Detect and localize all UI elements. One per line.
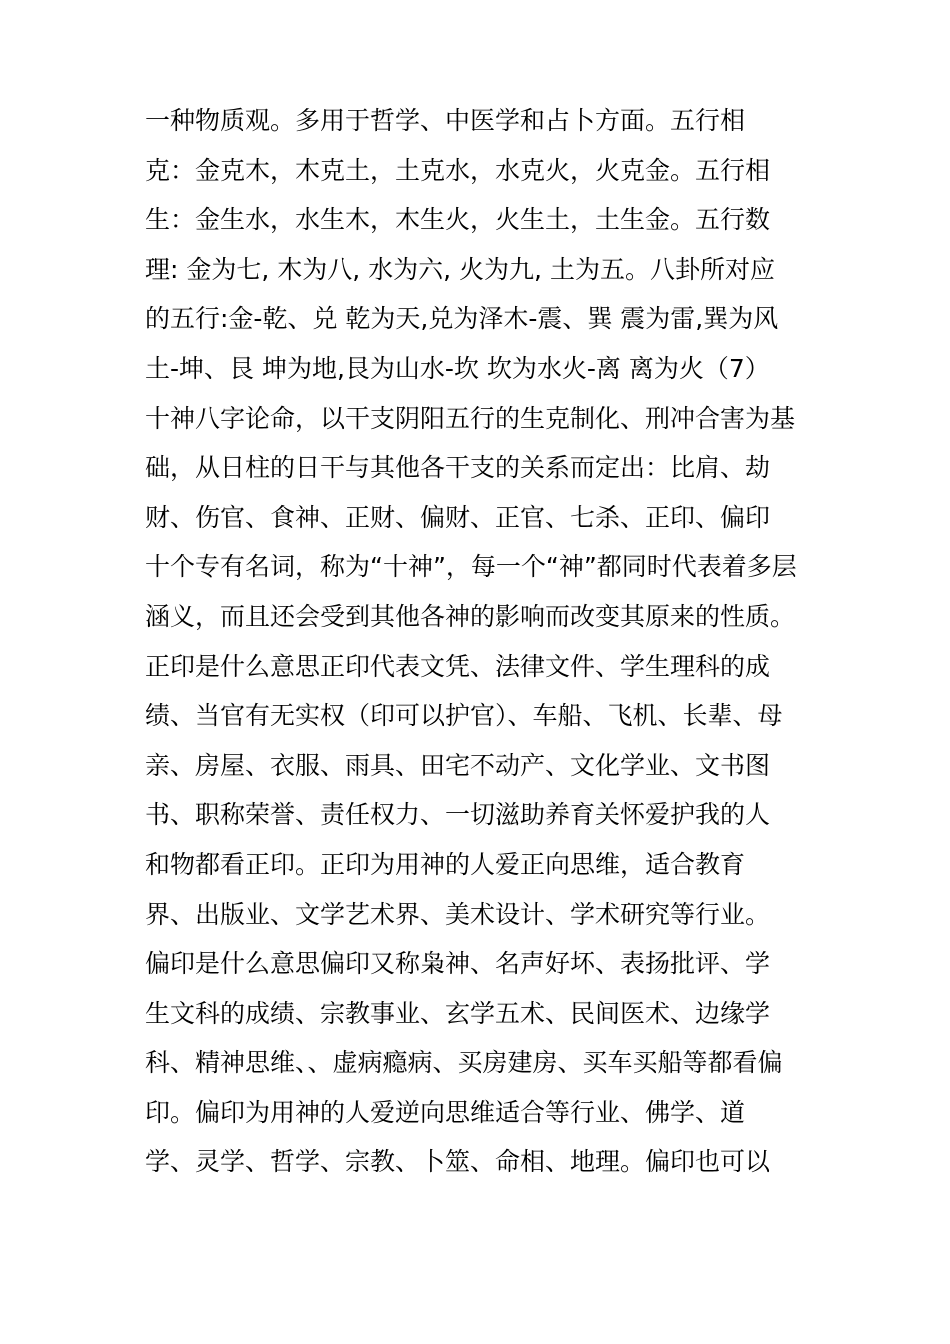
text-line: 理: 金为七, 木为八, 水为六, 火为九, 土为五。八卦所对应 [145, 254, 775, 284]
text-line: 础，从日柱的日干与其他各干支的关系而定出：比肩、劫 [145, 453, 771, 483]
text-line: 绩、当官有无实权（印可以护官）、车船、飞机、长辈、母 [145, 701, 783, 731]
text-line: 界、出版业、文学艺术界、美术设计、学术研究等行业。 [145, 899, 771, 929]
text-line: 偏印是什么意思偏印又称枭神、名声好坏、表扬批评、学 [145, 949, 771, 979]
text-line: 土-坤、艮 坤为地,艮为山水-坎 坎为水火-离 离为火（7） [145, 353, 770, 383]
text-line: 生文科的成绩、宗教事业、玄学五术、民间医术、边缘学 [145, 998, 771, 1028]
text-line: 书、职称荣誉、责任权力、一切滋助养育关怀爱护我的人 [145, 800, 771, 830]
text-line: 亲、房屋、衣服、雨具、田宅不动产、文化学业、文书图 [145, 750, 771, 780]
text-line: 的五行:金-乾、兑 乾为天,兑为泽木-震、巽 震为雷,巽为风 [145, 304, 779, 334]
text-line: 涵义，而且还会受到其他各神的影响而改变其原来的性质。 [145, 601, 796, 631]
text-line: 一种物质观。多用于哲学、中医学和占卜方面。五行相 [145, 106, 746, 135]
text-line: 学、灵学、哲学、宗教、卜筮、命相、地理。偏印也可以 [145, 1147, 771, 1177]
text-line: 生：金生水，水生木，木生火，火生土，土生金。五行数 [145, 205, 771, 235]
text-line: 克：金克木，木克土，土克水，水克火，火克金。五行相 [145, 155, 771, 185]
text-line: 印。偏印为用神的人爱逆向思维适合等行业、佛学、道 [145, 1097, 746, 1127]
text-line: 财、伤官、食神、正财、偏财、正官、七杀、正印、偏印 [145, 502, 771, 532]
text-line: 和物都看正印。正印为用神的人爱正向思维，适合教育 [145, 849, 746, 879]
text-line: 正印是什么意思正印代表文凭、法律文件、学生理科的成 [145, 651, 771, 681]
text-line: 十个专有名词，称为“十神”，每一个“神”都同时代表着多层 [145, 552, 797, 582]
text-line: 十神八字论命，以干支阴阳五行的生克制化、刑冲合害为基 [145, 403, 796, 433]
text-line: 科、精神思维、、虚病瘾病、买房建房、买车买船等都看偏 [145, 1048, 783, 1078]
body-text [145, 96, 825, 1187]
